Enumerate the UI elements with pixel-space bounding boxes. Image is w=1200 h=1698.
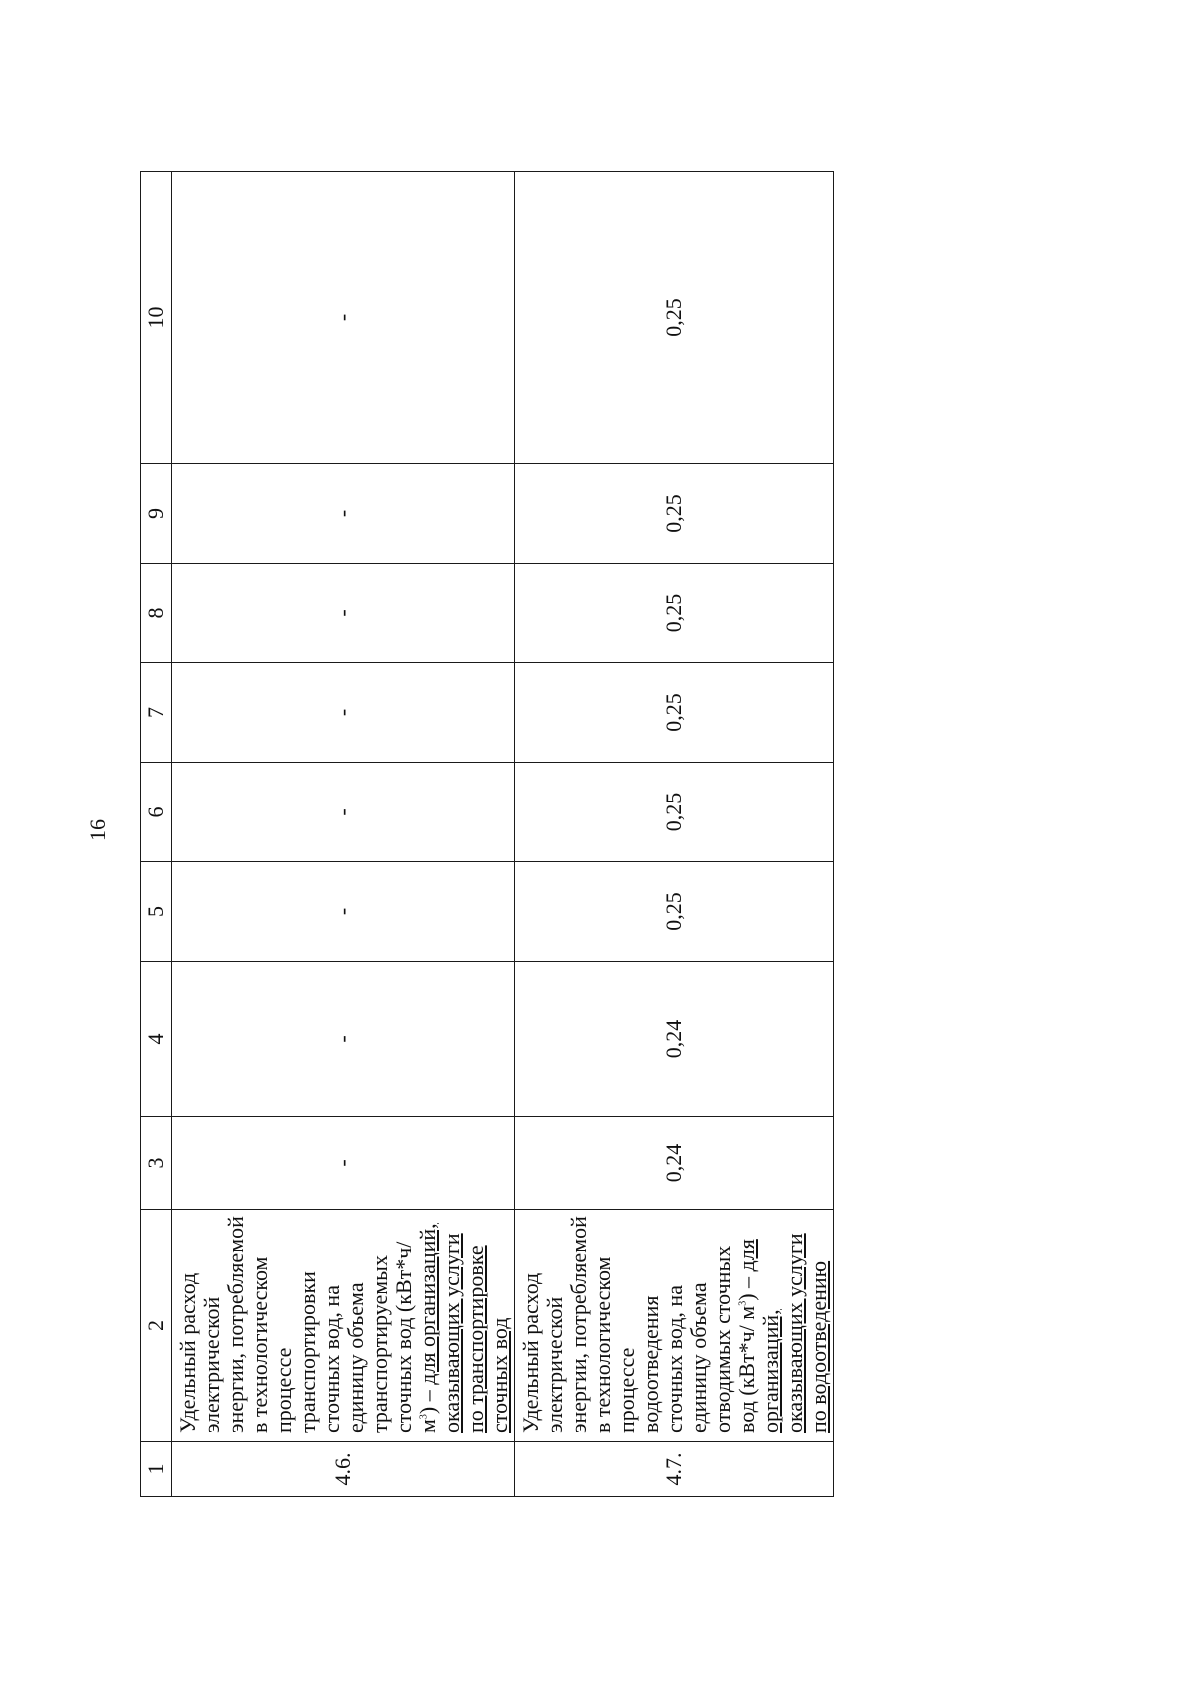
header-row xyxy=(141,172,172,1497)
row-description xyxy=(515,1210,834,1442)
value-cell: 0,25 xyxy=(515,763,834,862)
header-cell: 9 xyxy=(141,464,172,564)
row-number: 4.7. xyxy=(515,1442,834,1497)
superscript: 3 xyxy=(418,1414,430,1420)
header-cell: 2 xyxy=(141,1210,172,1442)
table-row xyxy=(515,172,834,1497)
header-cell: 1 xyxy=(141,1442,172,1497)
value-cell: 0,24 xyxy=(515,962,834,1117)
value-cell: - xyxy=(172,464,515,564)
row-number: 4.6. xyxy=(172,1442,515,1497)
value-cell: - xyxy=(172,962,515,1117)
header-cell: 6 xyxy=(141,763,172,862)
description-underlined: для организаций, оказывающих услуги по транспортировке сточных вод xyxy=(415,1223,512,1433)
description-text: ) – xyxy=(415,1384,440,1415)
value-cell: - xyxy=(172,564,515,663)
header-cell: 8 xyxy=(141,564,172,663)
header-cell: 3 xyxy=(141,1117,172,1210)
value-cell: 0,24 xyxy=(515,1117,834,1210)
header-cell: 7 xyxy=(141,663,172,763)
rotated-table-container xyxy=(140,172,831,1497)
value-cell: - xyxy=(172,763,515,862)
superscript: 3 xyxy=(737,1300,749,1306)
value-cell: 0,25 xyxy=(515,464,834,564)
value-cell: 0,25 xyxy=(515,663,834,763)
value-cell: - xyxy=(172,663,515,763)
table-row xyxy=(172,172,515,1497)
value-cell: - xyxy=(172,172,515,464)
indicator-table xyxy=(140,171,834,1497)
header-cell: 4 xyxy=(141,962,172,1117)
value-cell: - xyxy=(172,862,515,962)
value-cell: - xyxy=(172,1117,515,1210)
description-text: ) – xyxy=(734,1271,759,1301)
description-text: Удельный расход электрической энергии, потребляемой в технологическом процессе транспортировки сточных вод, на единицу объема транспортируемых сточных вод (кВт*ч/ м xyxy=(175,1216,440,1433)
header-cell: 5 xyxy=(141,862,172,962)
row-description xyxy=(172,1210,515,1442)
value-cell: 0,25 xyxy=(515,862,834,962)
header-cell: 10 xyxy=(141,172,172,464)
page-number: 16 xyxy=(85,819,110,841)
value-cell: 0,25 xyxy=(515,172,834,464)
value-cell: 0,25 xyxy=(515,564,834,663)
description-text: Удельный расход электрической энергии, потребляемой в технологическом процессе водоотведения сточных вод, на единицу объема отводимых сточных вод (кВт*ч/ м xyxy=(518,1216,759,1433)
description-underlined: для организаций, оказывающих услуги по водоотведению xyxy=(734,1233,831,1433)
